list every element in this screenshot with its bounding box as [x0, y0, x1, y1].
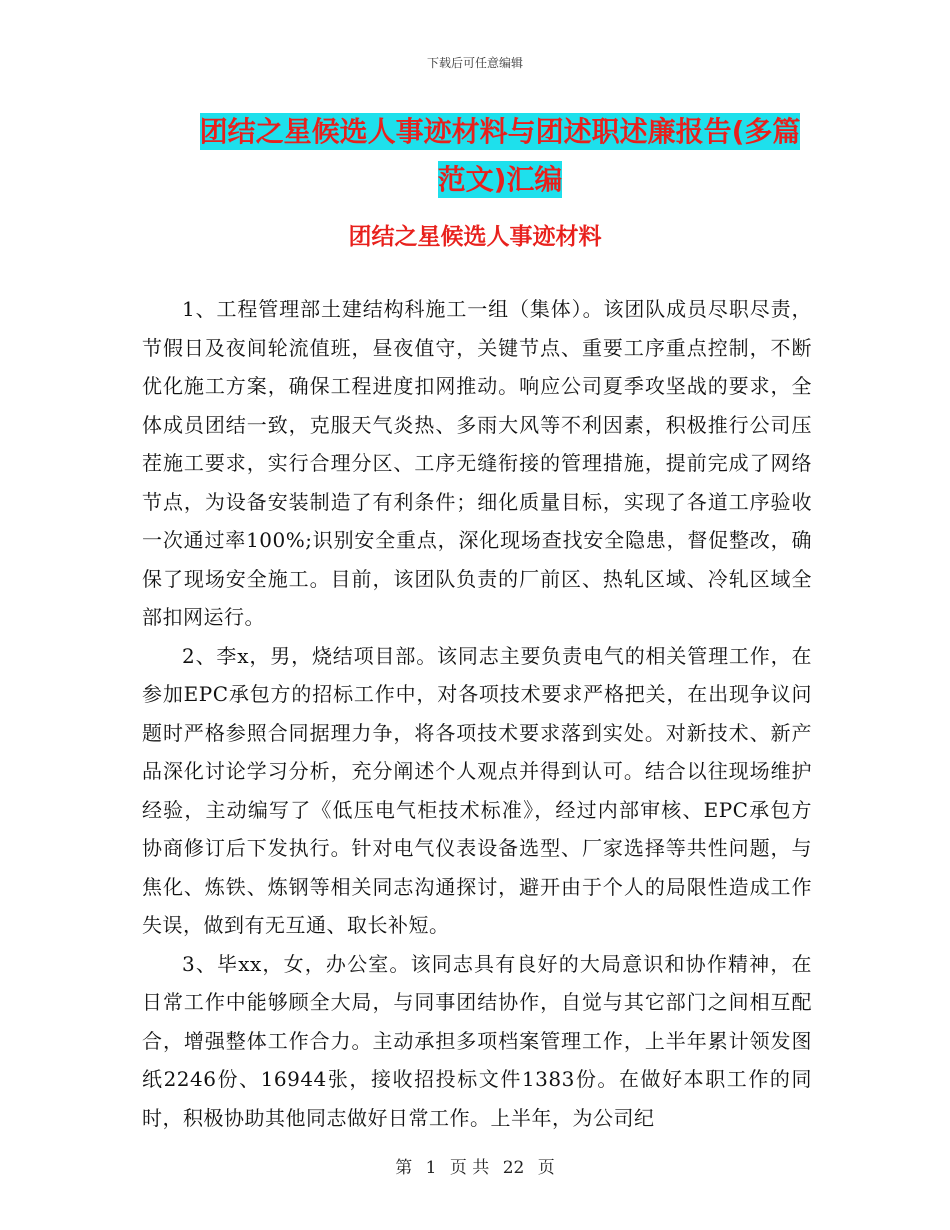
footer-total-pages: 22: [502, 1158, 525, 1178]
header-note: 下载后可任意编辑: [426, 56, 523, 70]
paragraph-2: 2、李x，男，烧结项目部。该同志主要负责电气的相关管理工作，在参加EPC承包方的招标工作中，对各项技术要求严格把关，在出现争议问题时严格参照合同据理力争，将各项技术要求落到实处。对新技术、新产品深化讨论学习分析，充分阐述个人观点并得到认可。结合以往现场维护经验，主动编写了《低压电气柜技术标准》，经过内部审核、EPC承包方协商修订后下发执行。针对电气仪表设备选型、厂家选择等共性问题，与焦化、炼铁、炼钢等相关同志沟通探讨，避开由于个人的局限性造成工作失误，做到有无互通、取长补短。: [142, 643, 812, 937]
footer-prefix: 第: [395, 1158, 413, 1178]
footer-suffix: 页: [537, 1158, 555, 1178]
footer-middle: 页 共: [449, 1158, 490, 1178]
footer-page-number: 1: [425, 1158, 437, 1178]
document-body: [142, 290, 812, 1137]
section-title: 团结之星候选人事迹材料: [348, 224, 602, 250]
page-footer: [0, 1153, 950, 1178]
document-title-text: 团结之星候选人事迹材料与团述职述廉报告(多篇范文)汇编: [199, 115, 801, 196]
paragraph-1: 1、工程管理部土建结构科施工一组（集体）。该团队成员尽职尽责，节假日及夜间轮流值班，昼夜值守，关键节点、重要工序重点控制，不断优化施工方案，确保工程进度扣网推动。响应公司夏季攻坚战的要求，全体成员团结一致，克服天气炎热、多雨大风等不利因素，积极推行公司压茬施工要求，实行合理分区、工序无缝衔接的管理措施，提前完成了网络节点，为设备安装制造了有利条件；细化质量目标，实现了各道工序验收一次通过率100%;识别安全重点，深化现场查找安全隐患，督促整改，确保了现场安全施工。目前，该团队负责的厂前区、热轧区域、冷轧区域全部扣网运行。: [142, 297, 812, 629]
document-title: [190, 108, 810, 204]
paragraph-3: 3、毕xx，女，办公室。该同志具有良好的大局意识和协作精神，在日常工作中能够顾全大局，与同事团结协作，自觉与其它部门之间相互配合，增强整体工作合力。主动承担多项档案管理工作，上半年累计领发图纸2246份、16944张，接收招投标文件1383份。在做好本职工作的同时，积极协助其他同志做好日常工作。上半年，为公司纪: [142, 951, 812, 1130]
